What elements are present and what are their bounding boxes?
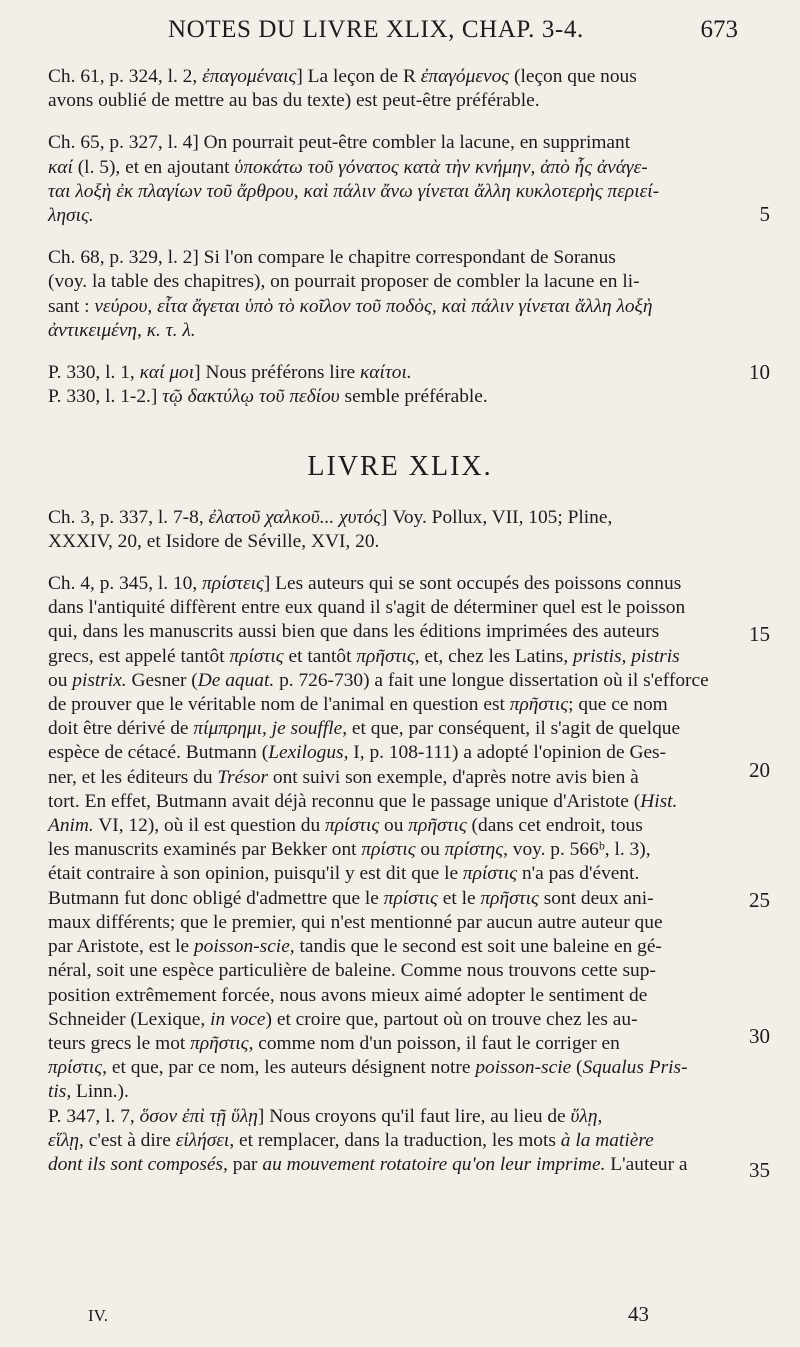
line-number-10: 10 bbox=[749, 360, 770, 384]
text-line bbox=[48, 361, 752, 385]
roman-run: Ch. 3, p. 337, l. 7-8, bbox=[48, 506, 209, 528]
italic-run: πρίστις bbox=[48, 1057, 103, 1079]
italic-run: pristis, pistris bbox=[573, 645, 680, 667]
roman-run: dans l'antiquité diffèrent entre eux quand il s'agit de déterminer quel est le poisson bbox=[48, 597, 686, 619]
italic-run: πρίστις bbox=[229, 645, 284, 667]
roman-run: Ch. 4, p. 345, l. 10, bbox=[48, 573, 203, 595]
roman-run: , comme nom d'un poisson, il faut le corriger en bbox=[248, 1032, 620, 1054]
roman-run: ner, et les éditeurs du bbox=[48, 766, 218, 788]
roman-run: Ch. 68, p. 329, l. 2] Si l'on compare le chapitre correspondant de Soranus bbox=[48, 247, 616, 269]
italic-run: ἐπαγόμενος bbox=[420, 66, 510, 87]
roman-run: , bbox=[597, 1105, 603, 1127]
roman-run: L'auteur a bbox=[605, 1153, 688, 1175]
line-number-20: 20 bbox=[749, 758, 770, 782]
roman-run: tandis que le second est soit une baleine en gé- bbox=[294, 936, 662, 958]
notes-block-chapter-48 bbox=[48, 65, 752, 409]
text-line bbox=[48, 156, 752, 180]
text-line bbox=[48, 669, 752, 693]
roman-run: n'a pas d'évent. bbox=[517, 863, 640, 885]
italic-run: Anim. bbox=[48, 815, 94, 837]
text-line bbox=[48, 270, 752, 294]
text-line bbox=[48, 887, 752, 911]
roman-run: grecs, est appelé tantôt bbox=[48, 645, 230, 667]
roman-run: , I, p. 108-111) a adopté l'opinion de Ges- bbox=[343, 742, 667, 764]
page-title: NOTES DU LIVRE XLIX, CHAP. 3-4. bbox=[168, 16, 584, 43]
italic-run: πρῆστις bbox=[480, 887, 539, 909]
note-paragraph bbox=[48, 361, 752, 385]
roman-run: ] Nous préférons lire bbox=[194, 362, 360, 384]
line-number-5: 5 bbox=[759, 202, 770, 226]
roman-run: , et, chez les Latins, bbox=[414, 645, 574, 667]
text-line bbox=[48, 1105, 752, 1129]
section-heading: LIVRE XLIX. bbox=[307, 451, 493, 483]
italic-run: πρῆστις bbox=[190, 1032, 249, 1054]
roman-run: , et que, par ce nom, les auteurs désignent notre bbox=[102, 1057, 476, 1079]
roman-run: ] La leçon de R bbox=[296, 66, 421, 87]
roman-run: (voy. la table des chapitres), on pourrait proposer de combler la lacune en li- bbox=[48, 271, 640, 293]
roman-run: position extrêmement forcée, nous avons mieux aimé adopter le sentiment de bbox=[48, 984, 648, 1006]
roman-run: tort. En effet, Butmann avait déjà reconnu que le passage unique d'Aristote ( bbox=[48, 790, 641, 812]
italic-run: dont ils sont composés, bbox=[48, 1153, 228, 1175]
roman-run: ont suivi son exemple, d'après notre avis bien à bbox=[268, 766, 639, 788]
italic-run: καίτοι. bbox=[359, 362, 412, 384]
line-number-35: 35 bbox=[749, 1158, 770, 1182]
roman-run: ) et croire que, partout où on trouve chez les au- bbox=[265, 1008, 638, 1030]
text-line bbox=[48, 1008, 752, 1032]
italic-run: ὕλῃ bbox=[570, 1105, 598, 1127]
italic-run: ται λοξὴ ἐκ πλαγίων τοῦ ἄρθρου, καὶ πάλιν ἄνω γίνεται ἄλλη κυκλοτερὴς περιεί- bbox=[48, 180, 660, 202]
roman-run: maux différents; que le premier, qui n'est mentionné par aucun autre auteur que bbox=[48, 911, 663, 933]
text-line bbox=[48, 1056, 752, 1080]
note-paragraph bbox=[48, 572, 752, 1104]
italic-run: Trésor bbox=[217, 766, 269, 788]
italic-run: πρίστεις bbox=[202, 573, 264, 595]
text-line bbox=[48, 246, 752, 270]
italic-run: pistrix. bbox=[72, 669, 127, 691]
roman-run: ] Nous croyons qu'il faut lire, au lieu de bbox=[257, 1105, 571, 1127]
roman-run: sant : bbox=[48, 295, 95, 317]
italic-run: ὅσον ἐπὶ τῇ ὕλῃ bbox=[139, 1105, 258, 1127]
running-head bbox=[0, 16, 800, 50]
text-line bbox=[48, 862, 752, 886]
roman-run: Linn.). bbox=[71, 1081, 129, 1103]
text-line bbox=[48, 319, 752, 343]
roman-run: par Aristote, est le bbox=[48, 936, 194, 958]
text-line bbox=[48, 620, 752, 644]
roman-run: qui, dans les manuscrits aussi bien que dans les éditions imprimées des auteurs bbox=[48, 621, 660, 643]
text-line bbox=[48, 1080, 752, 1104]
italic-run: πρῆστις bbox=[356, 645, 415, 667]
text-line bbox=[48, 766, 752, 790]
italic-run: Lexilogus bbox=[268, 742, 344, 764]
italic-run: je souffle bbox=[271, 718, 343, 740]
roman-run: , bbox=[261, 718, 272, 740]
roman-run: ou bbox=[48, 669, 73, 691]
roman-run: par bbox=[227, 1153, 263, 1175]
text-line bbox=[48, 204, 752, 228]
line-number-15: 15 bbox=[749, 622, 770, 646]
roman-run: Ch. 61, p. 324, l. 2, bbox=[48, 66, 203, 87]
italic-run: πρίστης bbox=[444, 839, 504, 861]
roman-run: VI, 12), où il est question du bbox=[93, 815, 326, 837]
text-line bbox=[48, 911, 752, 935]
note-paragraph bbox=[48, 385, 752, 409]
roman-run: ] Voy. Pollux, VII, 105; Pline, bbox=[381, 506, 613, 528]
italic-run: au mouvement rotatoire qu'on leur imprime. bbox=[262, 1153, 606, 1175]
text-line bbox=[48, 935, 752, 959]
text-line bbox=[48, 295, 752, 319]
italic-run: De aquat. bbox=[197, 669, 275, 691]
roman-run: sont deux ani- bbox=[538, 887, 654, 909]
text-line bbox=[48, 741, 752, 765]
roman-run: avons oublié de mettre au bas du texte) est peut-être préférable. bbox=[48, 90, 540, 112]
roman-run: p. 726-730) a fait une longue dissertation où il s'efforce bbox=[274, 669, 709, 691]
italic-run: in voce bbox=[210, 1008, 266, 1030]
text-line bbox=[48, 1032, 752, 1056]
text-line bbox=[48, 717, 752, 741]
note-paragraph bbox=[48, 65, 752, 113]
roman-run: (l. 5), et en ajoutant bbox=[72, 156, 235, 178]
roman-run: , et remplacer, dans la traduction, les mots bbox=[229, 1129, 561, 1151]
italic-run: πίμπρημι bbox=[193, 718, 262, 740]
roman-run: XXXIV, 20, et Isidore de Séville, XVI, 20. bbox=[48, 530, 380, 552]
text-line bbox=[48, 645, 752, 669]
text-line bbox=[48, 1153, 752, 1177]
roman-run: ; que ce nom bbox=[568, 694, 668, 716]
roman-run: , voy. p. 566ᵇ, l. 3), bbox=[503, 839, 651, 861]
text-line bbox=[48, 180, 752, 204]
text-line bbox=[48, 65, 752, 89]
italic-run: Squalus Pris- bbox=[582, 1057, 688, 1079]
note-paragraph bbox=[48, 246, 752, 343]
italic-run: ἀντικειμένη, κ. τ. λ. bbox=[48, 319, 196, 341]
roman-run: et le bbox=[437, 887, 481, 909]
roman-run: de prouver que le véritable nom de l'animal en question est bbox=[48, 694, 510, 716]
italic-run: εἱλήσει bbox=[175, 1129, 230, 1151]
italic-run: καί μοι bbox=[139, 362, 195, 384]
roman-run: teurs grecs le mot bbox=[48, 1032, 191, 1054]
roman-run: Butmann fut donc obligé d'admettre que le bbox=[48, 887, 384, 909]
roman-run: P. 347, l. 7, bbox=[48, 1105, 140, 1127]
roman-run: et tantôt bbox=[283, 645, 357, 667]
italic-run: poisson-scie bbox=[475, 1057, 572, 1079]
roman-run: espèce de cétacé. Butmann ( bbox=[48, 742, 269, 764]
italic-run: πρίστις bbox=[383, 887, 438, 909]
italic-run: λησις. bbox=[48, 205, 94, 227]
italic-run: πρῆστις bbox=[408, 815, 467, 837]
text-line bbox=[48, 838, 752, 862]
roman-run: Gesner ( bbox=[126, 669, 198, 691]
roman-run: ou bbox=[379, 815, 409, 837]
note-paragraph bbox=[48, 506, 752, 554]
gathering-number: 43 bbox=[628, 1302, 649, 1326]
italic-run: πρίστις bbox=[325, 815, 380, 837]
italic-run: πρίστις bbox=[462, 863, 518, 885]
roman-run: ( bbox=[571, 1057, 583, 1079]
roman-run: (leçon que nous bbox=[509, 66, 637, 87]
text-line bbox=[48, 596, 752, 620]
text-line bbox=[48, 506, 752, 530]
page-footer bbox=[0, 1302, 800, 1332]
italic-run: τῷ δακτύλῳ τοῦ πεδίου bbox=[162, 386, 340, 408]
italic-run: ὑποκάτω τοῦ γόνατος κατὰ τὴν κνήμην, ἀπὸ ἧς ἀνάγε- bbox=[234, 156, 648, 178]
roman-run: (dans cet endroit, tous bbox=[466, 815, 643, 837]
note-paragraph bbox=[48, 131, 752, 228]
roman-run: ou bbox=[415, 839, 445, 861]
roman-run: les manuscrits examinés par Bekker ont bbox=[48, 839, 362, 861]
italic-run: Hist. bbox=[640, 790, 678, 812]
roman-run: , c'est à dire bbox=[79, 1129, 176, 1151]
line-number-25: 25 bbox=[749, 888, 770, 912]
text-line bbox=[48, 572, 752, 596]
roman-run: P. 330, l. 1, bbox=[48, 362, 140, 384]
italic-run: ἐλατοῦ χαλκοῦ... χυτός bbox=[208, 506, 382, 528]
page-number: 673 bbox=[700, 16, 738, 43]
text-line bbox=[48, 790, 752, 814]
text-line bbox=[48, 814, 752, 838]
signature-mark: IV. bbox=[88, 1306, 108, 1325]
roman-run: , et que, par conséquent, il s'agit de quelque bbox=[342, 718, 681, 740]
text-line bbox=[48, 89, 752, 113]
italic-run: ἐπαγομέναις bbox=[202, 66, 297, 87]
roman-run: Schneider (Lexique, bbox=[48, 1008, 211, 1030]
text-line bbox=[48, 530, 752, 554]
text-line bbox=[48, 959, 752, 983]
roman-run: Ch. 65, p. 327, l. 4] On pourrait peut-être combler la lacune, en supprimant bbox=[48, 132, 631, 154]
italic-run: πρίστις bbox=[361, 839, 416, 861]
text-line bbox=[48, 984, 752, 1008]
roman-run: semble préférable. bbox=[339, 386, 488, 408]
italic-run: καί bbox=[48, 156, 73, 178]
roman-run: néral, soit une espèce particulière de baleine. Comme nous trouvons cette sup- bbox=[48, 960, 656, 982]
line-number-30: 30 bbox=[749, 1024, 770, 1048]
roman-run: ] Les auteurs qui se sont occupés des poissons connus bbox=[263, 573, 682, 595]
italic-run: poisson-scie, bbox=[193, 936, 295, 958]
italic-run: tis, bbox=[48, 1081, 72, 1103]
roman-run: doit être dérivé de bbox=[48, 718, 194, 740]
italic-run: νεύρου, εἶτα ἄγεται ὑπὸ τὸ κοῖλον τοῦ ποδὸς, καὶ πάλιν γίνεται ἄλλη λοξὴ bbox=[94, 295, 653, 317]
text-line bbox=[48, 693, 752, 717]
italic-run: εἵλῃ bbox=[48, 1129, 80, 1151]
italic-run: πρῆστις bbox=[509, 694, 569, 716]
text-line bbox=[48, 385, 752, 409]
notes-block-chapter-49 bbox=[48, 506, 752, 1177]
roman-run: était contraire à son opinion, puisqu'il y est dit que le bbox=[48, 863, 463, 885]
italic-run: à la matière bbox=[560, 1129, 654, 1151]
text-line bbox=[48, 131, 752, 155]
notes-body bbox=[48, 65, 752, 1177]
text-line bbox=[48, 1129, 752, 1153]
roman-run: P. 330, l. 1-2.] bbox=[48, 386, 163, 408]
note-paragraph bbox=[48, 1105, 752, 1178]
